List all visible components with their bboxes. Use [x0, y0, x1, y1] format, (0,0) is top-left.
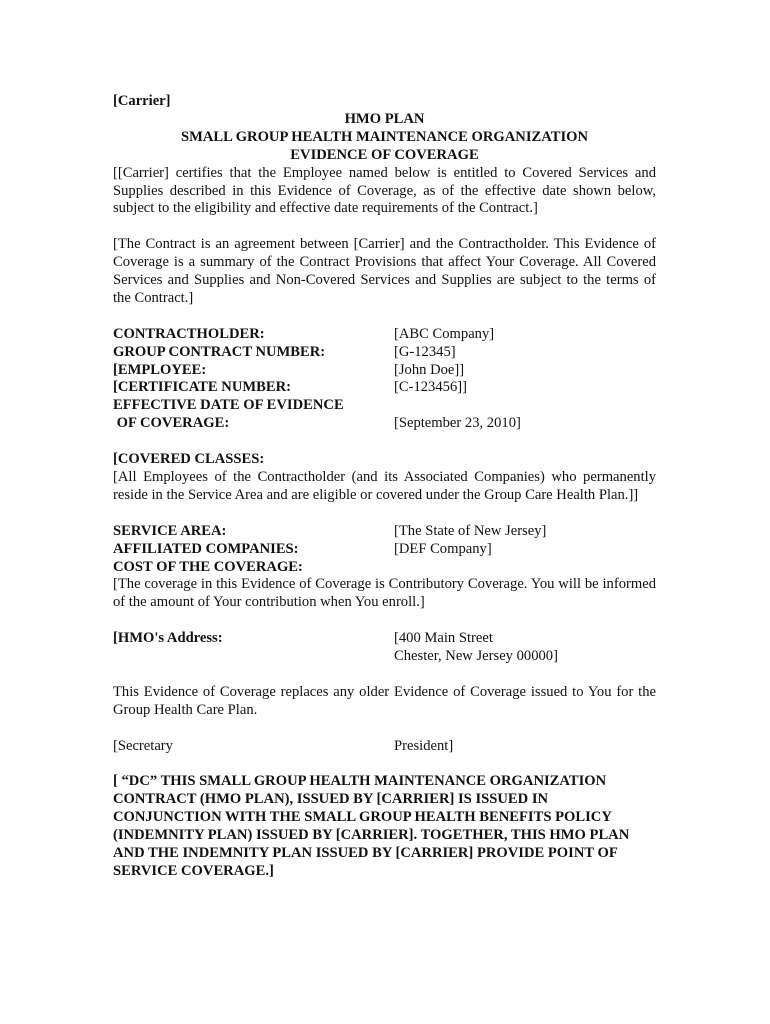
service-area-label: SERVICE AREA:: [113, 522, 227, 539]
certificate-value: [C-123456]]: [394, 379, 467, 396]
effective-date-row-2: [113, 415, 656, 433]
title-hmo-plan: HMO PLAN: [344, 110, 425, 127]
effective-date-value: [September 23, 2010]: [394, 415, 521, 432]
hmo-address-line2: Chester, New Jersey 00000]: [394, 648, 558, 665]
employee-row: [113, 362, 656, 380]
affiliated-companies-label: AFFILIATED COMPANIES:: [113, 540, 299, 557]
certificate-label: [CERTIFICATE NUMBER:: [113, 379, 291, 396]
group-contract-row: [113, 344, 656, 362]
contractholder-row: [113, 326, 656, 344]
contractholder-label: CONTRACTHOLDER:: [113, 325, 265, 342]
certificate-row: [113, 379, 656, 397]
contract-agreement-paragraph: [The Contract is an agreement between [Carrier] and the Contractholder. This Evidence of Coverage is a summary of the Contract Provisions that affect Your Coverage. All Covered Services and Supplies and Non-Covered Services and Supplies are subject to the terms of the Contract.]: [113, 236, 656, 306]
employee-value: [John Doe]]: [394, 361, 465, 378]
service-area-row: [113, 523, 656, 541]
title-small-group: SMALL GROUP HEALTH MAINTENANCE ORGANIZATION: [180, 128, 589, 145]
document-page: [113, 93, 656, 881]
group-contract-label: GROUP CONTRACT NUMBER:: [113, 343, 326, 360]
hmo-address-line1: [400 Main Street: [394, 630, 493, 647]
effective-date-row-1: [113, 397, 656, 415]
affiliated-companies-value: [DEF Company]: [394, 540, 492, 557]
covered-classes-text: [All Employees of the Contractholder (and its Associated Companies) who permanently reside in the Service Area and are eligible or covered under the Group Care Health Plan.]]: [113, 468, 656, 503]
secretary-signature: [Secretary: [113, 737, 173, 754]
hmo-address-label: [HMO's Address:: [113, 630, 223, 647]
carrier-header: [Carrier]: [113, 93, 171, 109]
signature-row: [113, 738, 656, 756]
title-evidence-of-coverage: EVIDENCE OF COVERAGE: [290, 146, 479, 163]
replaces-paragraph: This Evidence of Coverage replaces any older Evidence of Coverage issued to You for the Group Health Care Plan.: [113, 683, 656, 718]
president-signature: President]: [394, 737, 454, 754]
affiliated-companies-row: [113, 541, 656, 559]
covered-classes-heading: [COVERED CLASSES:: [113, 451, 265, 468]
group-contract-value: [G-12345]: [394, 343, 456, 360]
service-area-value: [The State of New Jersey]: [394, 522, 547, 539]
dc-notice-paragraph: [ “DC” THIS SMALL GROUP HEALTH MAINTENANCE ORGANIZATION CONTRACT (HMO PLAN), ISSUED BY [CARRIER] IS ISSUED IN CONJUNCTION WITH THE SMALL GROUP HEALTH BENEFITS POLICY (INDEMNITY PLAN) ISSUED BY [CARRIER]. TOGETHER, THIS HMO PLAN AND THE INDEMNITY PLAN ISSUED BY [CARRIER] PROVIDE POINT OF SERVICE COVERAGE.]: [113, 773, 630, 879]
effective-date-label-line2: OF COVERAGE:: [113, 415, 230, 432]
employee-label: [EMPLOYEE:: [113, 361, 207, 378]
effective-date-label-line1: EFFECTIVE DATE OF EVIDENCE: [113, 397, 344, 414]
cost-of-coverage-label: COST OF THE COVERAGE:: [113, 558, 303, 575]
cost-of-coverage-text: [The coverage in this Evidence of Coverage is Contributory Coverage. You will be informed of the amount of Your contribution when You enroll.]: [113, 576, 656, 611]
hmo-address-row: [113, 630, 656, 666]
contractholder-value: [ABC Company]: [394, 325, 495, 342]
hmo-address-value: [394, 630, 656, 666]
certification-paragraph: [[Carrier] certifies that the Employee named below is entitled to Covered Services and Supplies described in this Evidence of Coverage, as of the effective date shown below, subject to the eligibility and effective date requirements of the Contract.]: [113, 164, 656, 217]
